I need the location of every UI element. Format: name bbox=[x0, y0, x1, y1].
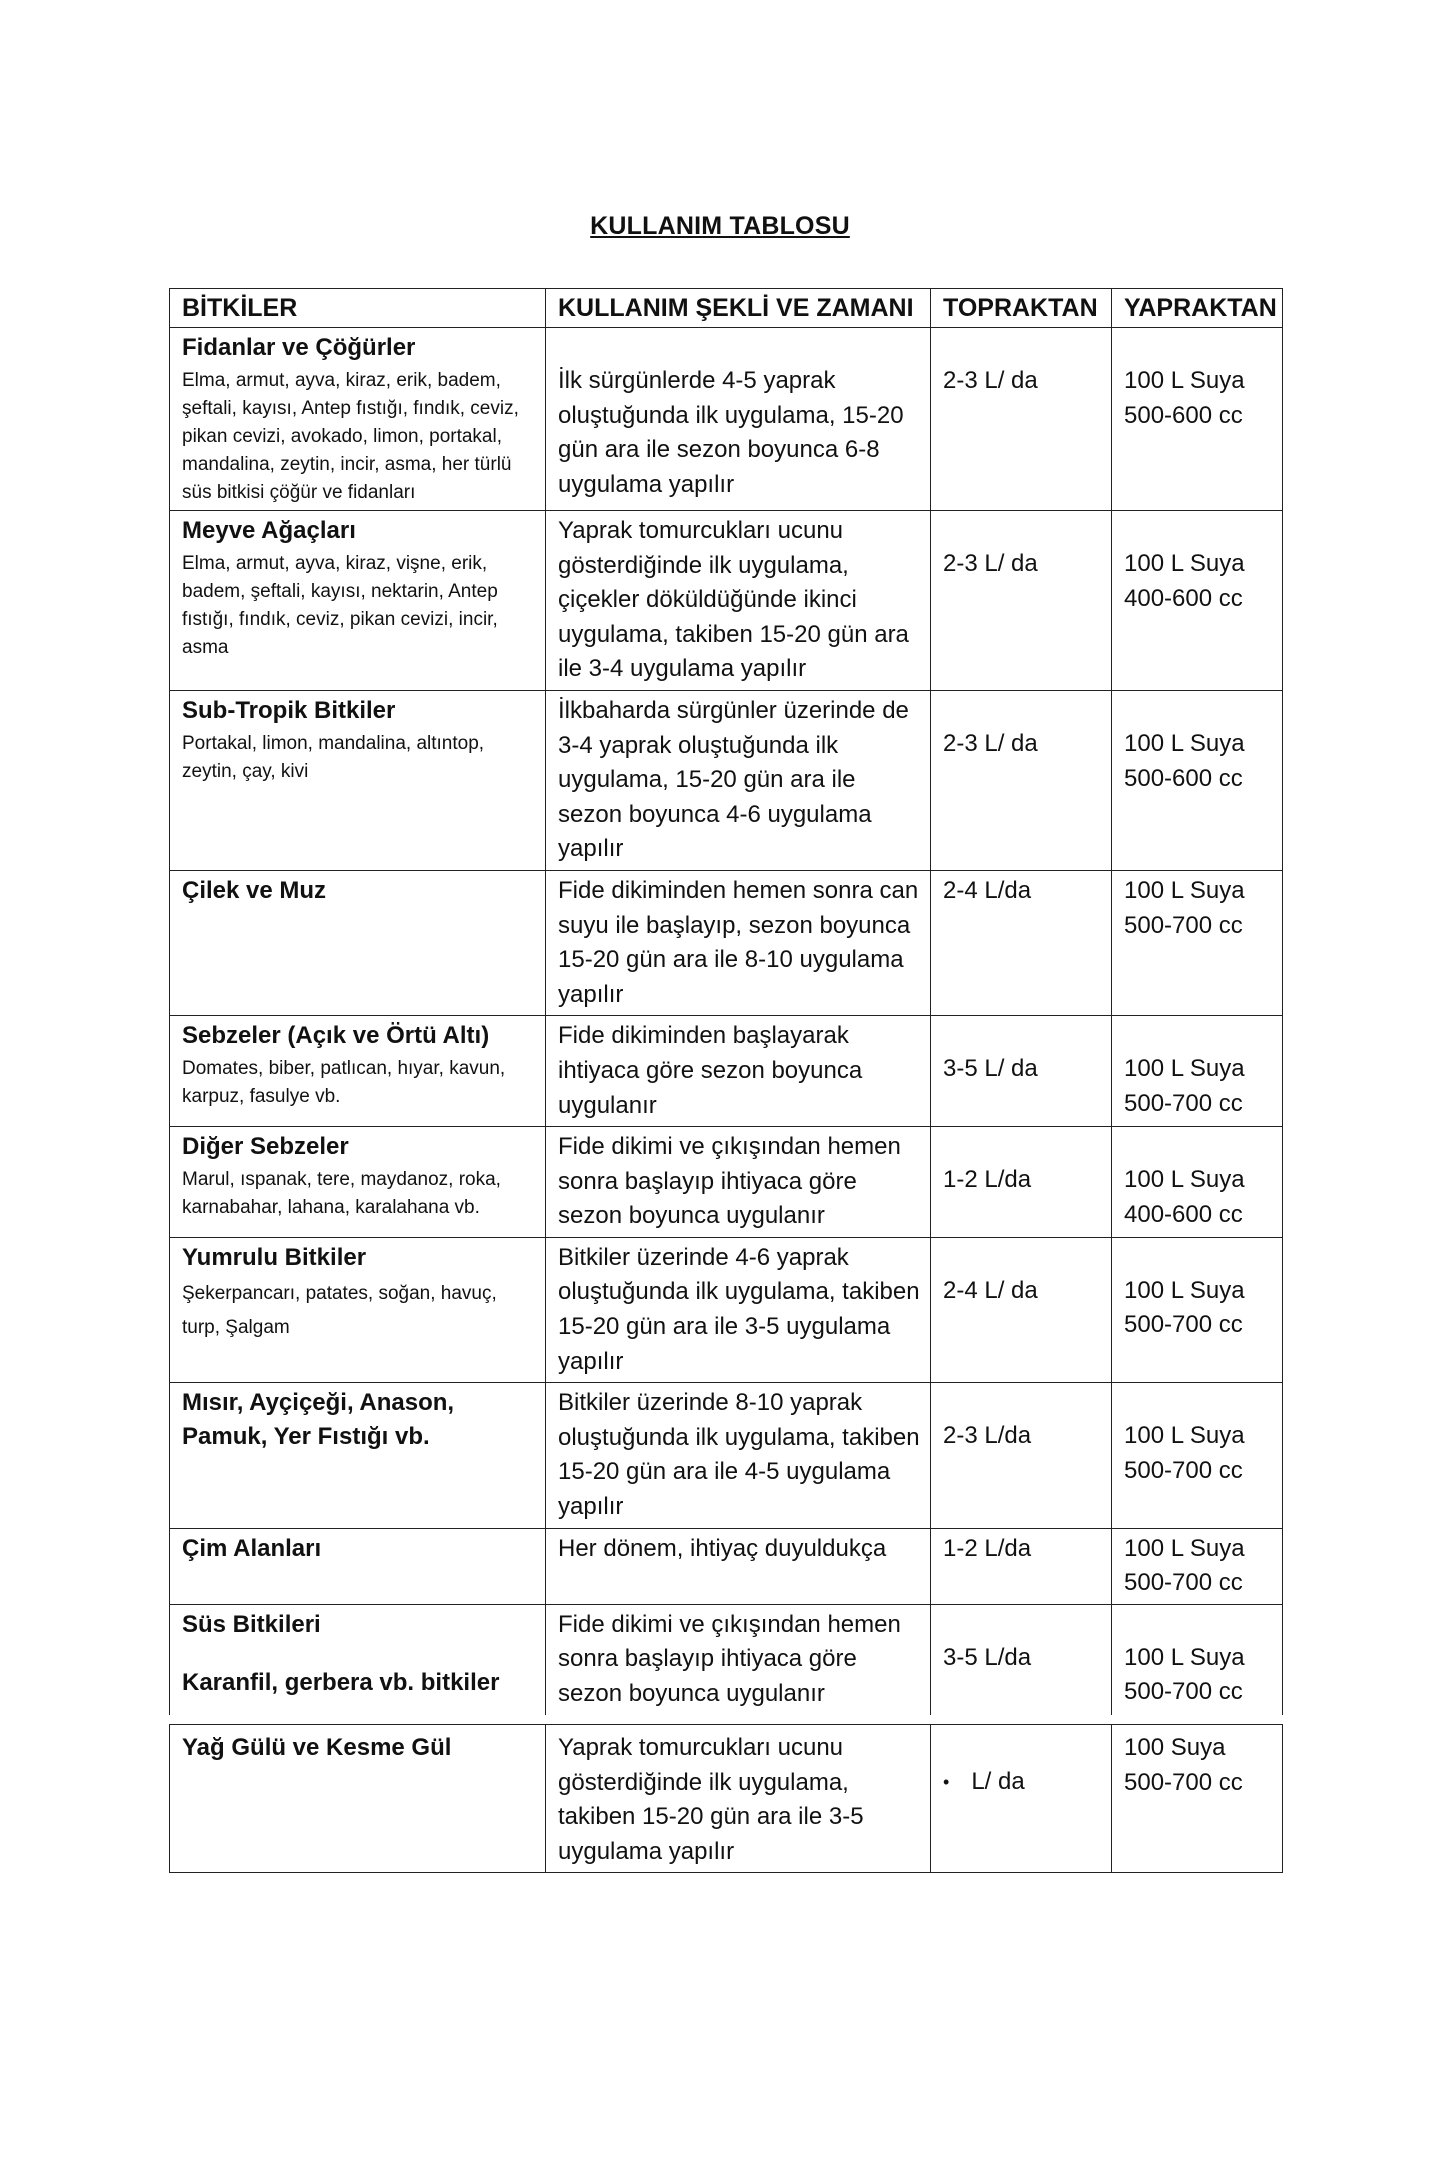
leaf-cell bbox=[1112, 1383, 1283, 1528]
leaf-dose-water: 100 L Suya bbox=[1124, 729, 1245, 757]
table-row bbox=[170, 1528, 1283, 1604]
usage-cell bbox=[546, 870, 931, 1015]
plants-cell bbox=[170, 1383, 546, 1528]
soil-dose: 2-3 L/da bbox=[943, 1422, 1032, 1450]
soil-cell bbox=[931, 328, 1112, 511]
usage-cell bbox=[546, 1528, 931, 1604]
plants-cell bbox=[170, 1725, 546, 1873]
category-name: Süs Bitkileri bbox=[182, 1610, 321, 1638]
usage-cell bbox=[546, 1016, 931, 1127]
leaf-dose-amount: 500-700 cc bbox=[1124, 1456, 1243, 1484]
plant-list: Domates, biber, patlıcan, hıyar, kavun, karpuz, fasulye vb. bbox=[182, 1058, 506, 1108]
page-title: KULLANIM TABLOSU bbox=[590, 212, 850, 240]
category-name: Mısır, Ayçiçeği, Anason, Pamuk, Yer Fıstığı vb. bbox=[182, 1389, 455, 1451]
leaf-dose-water: 100 L Suya bbox=[1124, 1643, 1245, 1671]
leaf-dose-water: 100 L Suya bbox=[1124, 367, 1245, 394]
plant-list: Elma, armut, ayva, kiraz, erik, badem, şeftali, kayısı, Antep fıstığı, fındık, ceviz, pikan cevizi, avokado, limon, portakal, mandalina, zeytin, incir, asma, her türlü süs bitkisi çöğür ve fidanları bbox=[182, 370, 519, 503]
leaf-dose-water: 100 L Suya bbox=[1124, 1534, 1245, 1562]
soil-dose: 2-3 L/ da bbox=[943, 367, 1038, 394]
usage-text: Yaprak tomurcukları ucunu gösterdiğinde ilk uygulama, çiçekler döküldüğünde ikinci uygulama, takiben 15-20 gün ara ile 3-4 uygulama yapılır bbox=[558, 517, 909, 683]
usage-cell bbox=[546, 1237, 931, 1382]
category-name: Çim Alanları bbox=[182, 1534, 322, 1562]
category-name: Meyve Ağaçları bbox=[182, 517, 356, 544]
leaf-cell bbox=[1112, 870, 1283, 1015]
category-name: Sub-Tropik Bitkiler bbox=[182, 696, 396, 724]
leaf-cell bbox=[1112, 1127, 1283, 1238]
soil-dose bbox=[943, 1765, 1101, 1800]
soil-cell bbox=[931, 511, 1112, 691]
soil-cell bbox=[931, 1604, 1112, 1714]
leaf-dose-water: 100 L Suya bbox=[1124, 550, 1245, 577]
leaf-dose-amount: 400-600 cc bbox=[1124, 584, 1243, 612]
usage-cell bbox=[546, 511, 931, 691]
soil-cell bbox=[931, 1383, 1112, 1528]
leaf-dose-amount: 500-700 cc bbox=[1124, 1678, 1243, 1706]
leaf-cell bbox=[1112, 1604, 1283, 1714]
usage-text: Fide dikimi ve çıkışından hemen sonra başlayıp ihtiyaca göre sezon boyunca uygulanır bbox=[558, 1133, 901, 1230]
leaf-dose-amount: 500-600 cc bbox=[1124, 401, 1243, 429]
usage-text: İlk sürgünlerde 4-5 yaprak oluştuğunda ilk uygulama, 15-20 gün ara ile sezon boyunca 6-8 uygulama yapılır bbox=[558, 367, 904, 498]
table-row bbox=[170, 690, 1283, 870]
usage-cell bbox=[546, 1725, 931, 1873]
leaf-cell bbox=[1112, 328, 1283, 511]
bullet-icon: • bbox=[943, 1772, 950, 1793]
usage-text: İlkbaharda sürgünler üzerinde de 3-4 yaprak oluştuğunda ilk uygulama, 15-20 gün ara ile sezon boyunca 4-6 uygulama yapılır bbox=[558, 696, 909, 863]
plants-cell bbox=[170, 511, 546, 691]
plants-cell bbox=[170, 1016, 546, 1127]
soil-dose-unit: L/ da bbox=[971, 1768, 1025, 1795]
header-leaf: YAPRAKTAN bbox=[1112, 289, 1283, 328]
soil-cell bbox=[931, 690, 1112, 870]
category-name: Diğer Sebzeler bbox=[182, 1133, 349, 1161]
soil-dose: 2-3 L/ da bbox=[943, 550, 1038, 577]
leaf-dose-amount: 500-700 cc bbox=[1124, 1768, 1243, 1796]
leaf-cell bbox=[1112, 1237, 1283, 1382]
leaf-dose-water: 100 L Suya bbox=[1124, 1276, 1245, 1304]
leaf-cell bbox=[1112, 690, 1283, 870]
plants-cell bbox=[170, 1237, 546, 1382]
soil-cell bbox=[931, 1127, 1112, 1238]
plants-cell bbox=[170, 1127, 546, 1238]
category-name: Fidanlar ve Çöğürler bbox=[182, 334, 416, 361]
usage-text: Bitkiler üzerinde 4-6 yaprak oluştuğunda ilk uygulama, takiben 15-20 gün ara ile 3-5 uygulama yapılır bbox=[558, 1243, 920, 1375]
soil-dose: 3-5 L/ da bbox=[943, 1055, 1038, 1083]
usage-text: Fide dikimi ve çıkışından hemen sonra başlayıp ihtiyaca göre sezon boyunca uygulanır bbox=[558, 1610, 901, 1707]
usage-cell bbox=[546, 1127, 931, 1238]
leaf-cell bbox=[1112, 511, 1283, 691]
leaf-dose-amount: 500-700 cc bbox=[1124, 1569, 1243, 1597]
table-row bbox=[170, 1016, 1283, 1127]
soil-dose: 2-3 L/ da bbox=[943, 729, 1038, 757]
leaf-dose-water: 100 Suya bbox=[1124, 1734, 1226, 1761]
usage-cell bbox=[546, 1383, 931, 1528]
plant-list: Marul, ıspanak, tere, maydanoz, roka, karnabahar, lahana, karalahana vb. bbox=[182, 1169, 501, 1219]
soil-cell bbox=[931, 1725, 1112, 1873]
leaf-cell bbox=[1112, 1528, 1283, 1604]
leaf-dose-amount: 400-600 cc bbox=[1124, 1200, 1243, 1228]
usage-text: Fide dikiminden hemen sonra can suyu ile başlayıp, sezon boyunca 15-20 gün ara ile 8-10 uygulama yapılır bbox=[558, 876, 919, 1008]
usage-text: Her dönem, ihtiyaç duyuldukça bbox=[558, 1534, 887, 1562]
usage-table bbox=[169, 288, 1283, 1715]
soil-dose: 3-5 L/da bbox=[943, 1643, 1032, 1671]
soil-dose: 1-2 L/da bbox=[943, 1166, 1032, 1194]
usage-cell bbox=[546, 690, 931, 870]
soil-dose: 2-4 L/da bbox=[943, 876, 1032, 904]
usage-text: Fide dikiminden başlayarak ihtiyaca göre sezon boyunca uygulanır bbox=[558, 1022, 863, 1119]
leaf-dose-amount: 500-700 cc bbox=[1124, 911, 1243, 939]
table-row bbox=[170, 1383, 1283, 1528]
soil-cell bbox=[931, 1016, 1112, 1127]
leaf-cell bbox=[1112, 1725, 1283, 1873]
extra-usage-table bbox=[169, 1724, 1283, 1873]
table-row bbox=[170, 1604, 1283, 1714]
leaf-dose-amount: 500-700 cc bbox=[1124, 1089, 1243, 1117]
plant-list: Şekerpancarı, patates, soğan, havuç, turp, Şalgam bbox=[182, 1282, 497, 1338]
soil-dose: 2-4 L/ da bbox=[943, 1276, 1038, 1304]
table-row bbox=[170, 328, 1283, 511]
category-subtitle: Karanfil, gerbera vb. bitkiler bbox=[182, 1668, 500, 1696]
usage-text: Yaprak tomurcukları ucunu gösterdiğinde ilk uygulama, takiben 15-20 gün ara ile 3-5 uygulama yapılır bbox=[558, 1734, 864, 1865]
leaf-dose-amount: 500-700 cc bbox=[1124, 1311, 1243, 1339]
table-row bbox=[170, 1127, 1283, 1238]
header-soil: TOPRAKTAN bbox=[931, 289, 1112, 328]
leaf-dose-water: 100 L Suya bbox=[1124, 876, 1245, 904]
header-usage: KULLANIM ŞEKLİ VE ZAMANI bbox=[546, 289, 931, 328]
soil-cell bbox=[931, 870, 1112, 1015]
soil-dose: 1-2 L/da bbox=[943, 1534, 1032, 1562]
leaf-dose-amount: 500-600 cc bbox=[1124, 764, 1243, 792]
category-name: Çilek ve Muz bbox=[182, 876, 327, 904]
table-row bbox=[170, 1237, 1283, 1382]
leaf-dose-water: 100 L Suya bbox=[1124, 1166, 1245, 1194]
table-row bbox=[170, 1725, 1283, 1873]
table-row bbox=[170, 511, 1283, 691]
leaf-dose-water: 100 L Suya bbox=[1124, 1422, 1245, 1450]
leaf-cell bbox=[1112, 1016, 1283, 1127]
category-name: Sebzeler (Açık ve Örtü Altı) bbox=[182, 1022, 490, 1050]
leaf-dose-water: 100 L Suya bbox=[1124, 1055, 1245, 1083]
soil-cell bbox=[931, 1237, 1112, 1382]
table-row bbox=[170, 870, 1283, 1015]
header-plants: BİTKİLER bbox=[170, 289, 546, 328]
plants-cell bbox=[170, 1604, 546, 1714]
plants-cell bbox=[170, 328, 546, 511]
plant-list: Elma, armut, ayva, kiraz, vişne, erik, badem, şeftali, kayısı, nektarin, Antep fıstığı, fındık, ceviz, pikan cevizi, incir, asma bbox=[182, 553, 498, 658]
category-name: Yağ Gülü ve Kesme Gül bbox=[182, 1734, 452, 1761]
plants-cell bbox=[170, 1528, 546, 1604]
soil-cell bbox=[931, 1528, 1112, 1604]
plants-cell bbox=[170, 690, 546, 870]
usage-text: Bitkiler üzerinde 8-10 yaprak oluştuğunda ilk uygulama, takiben 15-20 gün ara ile 4-5 uygulama yapılır bbox=[558, 1389, 920, 1521]
category-name: Yumrulu Bitkiler bbox=[182, 1243, 367, 1271]
plants-cell bbox=[170, 870, 546, 1015]
table-header-row bbox=[170, 289, 1283, 328]
plant-list: Portakal, limon, mandalina, altıntop, zeytin, çay, kivi bbox=[182, 732, 485, 782]
usage-cell bbox=[546, 328, 931, 511]
usage-cell bbox=[546, 1604, 931, 1714]
